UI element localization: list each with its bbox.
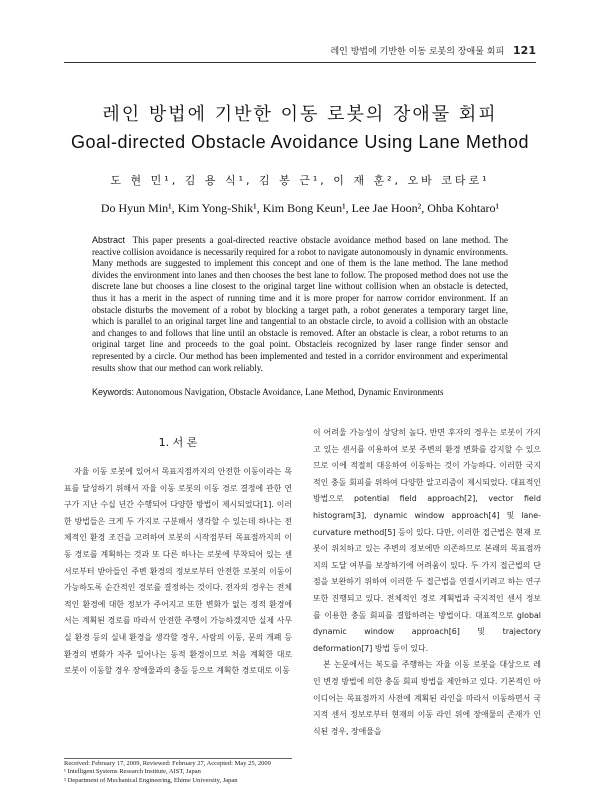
intro-paragraph-2: 본 논문에서는 복도를 주행하는 자율 이동 로봇을 대상으로 레인 변경 방법에 의한 충돌 회피 방법을 제안하고 있다. 기본적인 아이디어는 목표점까지 사전에 계획된 라인을 따라서 이동하면서 국지적 센서 정보로부터 현재의 이동 라인 위에 장애물의 존재가 인식된 경우, 장애물을 <box>313 660 541 736</box>
abstract-label: Abstract <box>92 235 126 245</box>
right-column-text <box>313 425 541 740</box>
running-title: 레인 방법에 기반한 이동 로봇의 장애물 회피 <box>330 47 505 57</box>
page-number: 121 <box>513 44 536 57</box>
received-dates: Received: February 17, 2009, Reviewed: February 27, Accepted: May 25, 2009 <box>64 760 271 767</box>
left-column <box>64 425 292 680</box>
header-rule <box>64 62 536 63</box>
authors-korean: 도 현 민¹, 김 용 식¹, 김 봉 근¹, 이 재 훈², 오바 코타로¹ <box>110 174 490 187</box>
section-title-introduction: 1. 서 론 <box>158 436 198 449</box>
left-column-text <box>64 464 292 680</box>
intro-paragraph-1-cont: 이 어려울 가능성이 상당히 높다. 반면 후자의 경우는 로봇이 가지고 있는 센서를 이용하여 로봇 주변의 환경 변화를 감지할 수 있으므로 이에 적절히 대응하여 이동하는 것이 가능하다. 이러한 국지적인 충돌 회피를 위하여 다양한 알고리즘이 제시되었다. 대표적인 방법으로 potential field approach[2], vector field histogram[3], dynamic window approach[4] 및 lane-curvature method[5] 등이 있다. 다만, 이러한 접근법은 현재 로봇이 위치하고 있는 주변의 정보에만 의존하므로 본래의 목표점까지의 도달 여부를 보장하기에 어려움이 있다. 두 가지 접근법의 단점을 보완하기 위하여 이러한 두 접근법을 연결시키려고 하는 연구 또한 진행되고 있다. 전체적인 경로 계획법과 국지적인 센서 정보를 이용한 충돌 회피를 결합하려는 방법이다. 대표적으로 global dynamic window approach[6] 및 trajectory deformation[7] 방법 등이 있다. <box>313 428 541 653</box>
abstract-text: This paper presents a goal-directed reactive obstacle avoidance method based on lane method. The reactive collision avoidance is necessarily required for a robot to navigate autonomously in dynamic environments. Many methods are suggested to implement this concept and one of them is the lane method. The lane method divides the environment into lanes and then chooses the best lane to follow. The proposed method does not use the discrete lane but chooses a line closest to the original target line without collision when an obstacle is detected, thus it has a merit in the aspect of running time and it is more proper for narrow corridor environment. If an obstacle disturbs the movement of a robot by blocking a target path, a robot generates a temporary target line, which is parallel to an original target line and tangential to an obstacle circle, to avoid a collision with an obstacle and changes to and follows that line until an obstacle is removed. After an obstacle is clear, a robot returns to an original target line and proceeds to the goal point. Obstacleis recognized by laser range finder sensor and represented by a circle. Our method has been implemented and tested in a corridor environment and experimental results show that our method can work reliably. <box>92 235 508 373</box>
affiliation-2: ² Department of Mechanical Engineering, Ehime University, Japan <box>64 776 238 784</box>
keywords-label: Keywords: <box>92 387 135 397</box>
keywords-text: Autonomous Navigation, Obstacle Avoidance, Lane Method, Dynamic Environments <box>135 387 444 397</box>
right-column <box>313 425 541 740</box>
footnote-rule <box>64 758 292 759</box>
keywords <box>92 387 508 397</box>
footnotes <box>64 760 292 785</box>
affiliation-1: ¹ Intelligent Systems Research Institute, AIST, Japan <box>64 768 201 776</box>
title-korean: 레인 방법에 기반한 이동 로봇의 장애물 회피 <box>102 104 498 125</box>
abstract <box>92 235 508 374</box>
title-english: Goal-directed Obstacle Avoidance Using Lane Method <box>71 132 529 152</box>
intro-paragraph-1: 자율 이동 로봇에 있어서 목표지점까지의 안전한 이동이라는 목표를 달성하기 위해서 자율 이동 로봇의 이동 경로 결정에 관한 연구가 지난 수십 년간 수행되어 다양한 방법이 제시되었다[1]. 이러한 방법들은 크게 두 가지로 구분해서 생각할 수 있는데 하나는 전체적인 환경 조건을 고려하여 로봇의 시작점부터 목표점까지의 이동 경로를 계획하는 것과 또 다른 하나는 로봇에 부착되어 있는 센서로부터 받아들인 주변 환경의 정보로부터 안전한 로봇의 이동이 가능하도록 순간적인 경로를 결정하는 것이다. 전자의 경우는 전체적인 환경에 대한 정보가 주어지고 또한 변화가 없는 정적 환경에서는 계획된 경로를 따라서 안전한 주행이 가능하겠지만 실제 사무실 환경 등의 실내 환경을 생각할 경우, 사람의 이동, 문의 개폐 등 환경의 변화가 자주 일어나는 동적 환경이므로 처음 계획한 대로 로봇이 이동할 경우 장애물과의 충돌 등으로 계획한 경로대로 이동 <box>64 467 292 676</box>
authors-english: Do Hyun Min¹, Kim Yong-Shik¹, Kim Bong Keun¹, Lee Jae Hoon², Ohba Kohtaro¹ <box>100 201 500 215</box>
running-header <box>330 44 536 57</box>
